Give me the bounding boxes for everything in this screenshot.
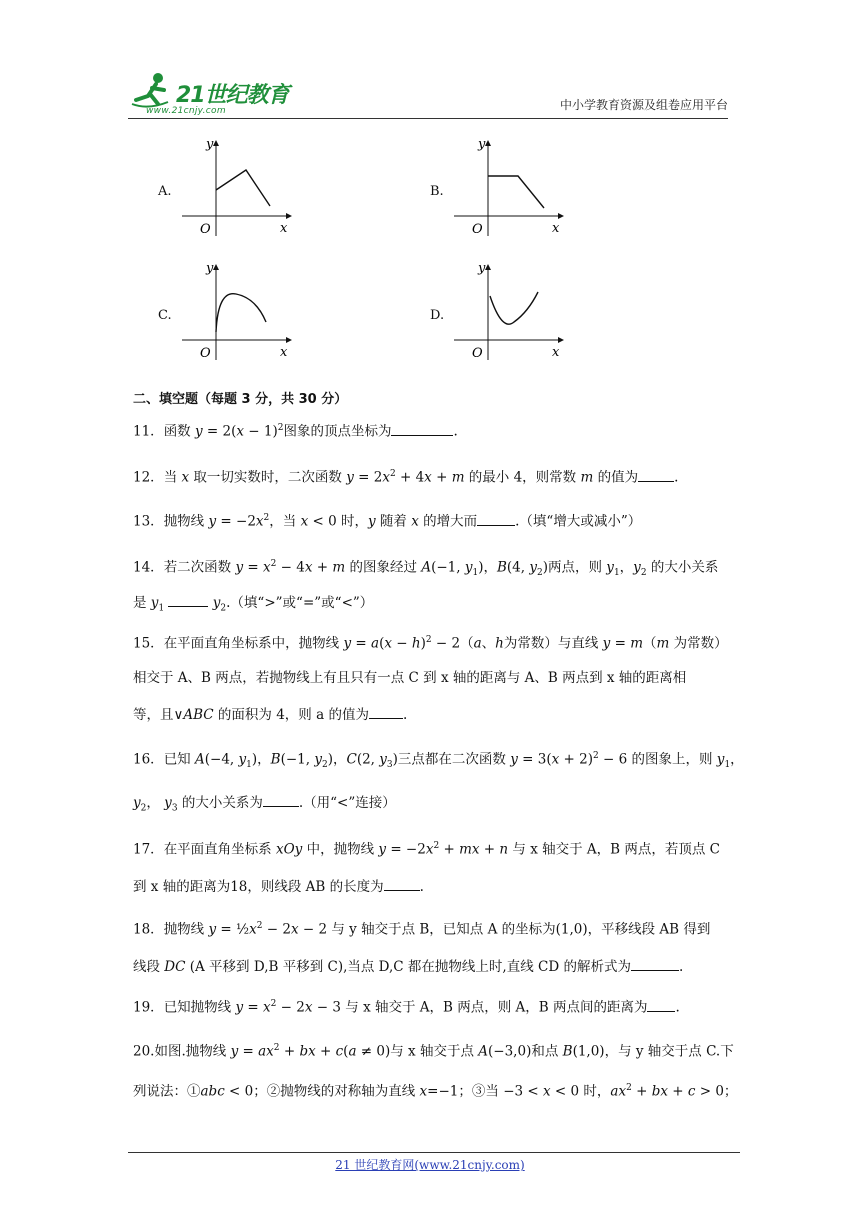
- math-expr: y: [208, 513, 217, 530]
- q-text: 的图象上，则: [627, 751, 717, 768]
- q-text: 为常数）与直线: [503, 635, 603, 652]
- math-expr: y: [343, 635, 352, 652]
- q-text: 的值为: [593, 469, 639, 486]
- origin-label: O: [472, 346, 483, 361]
- q-text: （: [643, 635, 657, 652]
- q-number: 15．: [133, 635, 164, 652]
- q-text: 与 x 轴交于点: [390, 1043, 479, 1060]
- answer-blank[interactable]: [369, 706, 403, 719]
- math-expr: y: [208, 921, 217, 938]
- y-axis-label: y: [206, 261, 214, 276]
- q-text: 与 x 轴交于 A，B 两点，则 A，B 两点间的距离为: [340, 999, 648, 1016]
- site-logo[interactable]: [128, 68, 298, 118]
- q-text: 若二次函数: [163, 559, 236, 576]
- math-expr: y: [378, 841, 387, 858]
- q-number: 18．: [133, 921, 164, 938]
- question-15: 15．在平面直角坐标系中，抛物线 $y = a(x - h)^2 - 2(a$、h为常数）与直线 y = m（m 为常数）: [133, 635, 728, 652]
- q-text: 如图.抛物线: [154, 1043, 231, 1060]
- q-text: 的图象经过: [345, 559, 422, 576]
- q-text: 的增大而: [418, 513, 478, 530]
- logo-url: www.21cnjy.com: [146, 106, 226, 116]
- q-text: .: [453, 423, 458, 440]
- q-text: 三点都在二次函数: [397, 751, 511, 768]
- answer-blank[interactable]: [631, 958, 679, 971]
- question-19: 19．已知抛物线 $y = x^2 - 2x - 3$ 与 x 轴交于 A，B 两点，则 A，B 两点间的距离为 .: [133, 999, 680, 1016]
- q-text: ，: [483, 559, 497, 576]
- question-17-line2: 到 x 轴的距离为18，则线段 AB 的长度为 .: [133, 879, 424, 895]
- q-text: ，当: [269, 513, 301, 530]
- q-text: 等，且: [133, 707, 174, 723]
- q-text: 函数: [163, 423, 195, 440]
- question-11: 11．函数 $y = 2(x - 1)^2$图象的顶点坐标为 .: [133, 423, 458, 440]
- option-a-label: A.: [158, 184, 172, 199]
- math-expr: y: [194, 423, 203, 440]
- q-text: 抛物线: [163, 513, 209, 530]
- q-text: 在平面直角坐标系中，抛物线: [163, 635, 344, 652]
- question-20-line2: 列说法：①abc < 0；②抛物线的对称轴为直线 x=−1；③当 −3 < x < 0 时，$ax^2$ + bx + c > 0；: [133, 1083, 738, 1100]
- y-axis-label: y: [478, 137, 486, 152]
- q-text: 的大小关系: [646, 559, 719, 576]
- q-text: 随着: [375, 513, 412, 530]
- answer-blank[interactable]: [477, 513, 515, 526]
- q-text: 取一切实数时，二次函数: [189, 469, 347, 486]
- option-c-label: C.: [158, 308, 172, 323]
- q-text: 为常数）: [669, 635, 728, 652]
- math-expr: y: [235, 559, 244, 576]
- answer-blank[interactable]: [263, 794, 299, 807]
- q-text: 与 y 轴交于点 B，已知点 A 的坐标为: [327, 921, 556, 938]
- option-b-label: B.: [430, 184, 444, 199]
- origin-label: O: [200, 222, 211, 237]
- option-a-graph: [176, 136, 296, 238]
- question-14-line2: 是 $y_1$ $y_2$.（填“>”或“=”或“<”）: [133, 595, 374, 614]
- q-text: .（用“<”连接）: [298, 795, 396, 811]
- math-expr: y: [235, 999, 244, 1016]
- question-15-line3: 等，且∨ABC 的面积为 4，则 a 的值为 .: [133, 707, 408, 723]
- q-text: 已知抛物线: [163, 999, 236, 1016]
- origin-label: O: [472, 222, 483, 237]
- logo-mark: 21世纪教育: [176, 83, 289, 108]
- question-16-line2: $y_2$， $y_3$ 的大小关系为 .（用“<”连接）: [133, 795, 396, 814]
- q-number: 12．: [133, 469, 164, 486]
- q-text: .: [419, 879, 424, 895]
- question-12: 12．当 x 取一切实数时，二次函数 $y = 2x^2 + 4x + m$ 的最小 4，则常数 m 的值为 .: [133, 469, 679, 486]
- x-axis-label: x: [280, 345, 288, 360]
- q-text: .: [402, 707, 408, 723]
- question-14: 14．若二次函数 $y = x^2 - 4x + m$ 的图象经过 A(−1, $y_1$)，B(4, $y_2$)两点，则 $y_1$，$y_2$ 的大小关系: [133, 559, 719, 579]
- section-title: 二、填空题（每题 3 分，共 30 分）: [133, 392, 348, 407]
- q-text: （: [460, 635, 474, 652]
- math-expr: y: [230, 1043, 239, 1060]
- footer-link[interactable]: 21 世纪教育网(www.21cnjy.com): [335, 1158, 525, 1172]
- q-text: 的面积为 4，则 a 的值为: [213, 707, 369, 723]
- q-text: ，则线段 AB 的长度为: [247, 879, 384, 895]
- q-text: ；②抛物线的对称轴为直线: [253, 1083, 420, 1100]
- q-text: 抛物线: [163, 921, 209, 938]
- option-d-label: D.: [430, 308, 445, 323]
- q-text: 的大小关系为: [177, 795, 263, 811]
- platform-title: 中小学教育资源及组卷应用平台: [559, 98, 728, 112]
- answer-blank[interactable]: [168, 594, 208, 607]
- option-c-graph: [176, 260, 296, 362]
- q-text: .: [674, 469, 679, 486]
- q-text: .: [678, 959, 684, 975]
- q-text: 已知: [163, 751, 195, 768]
- q-number: 13．: [133, 513, 164, 530]
- q-text: 在平面直角坐标系: [163, 841, 276, 858]
- answer-blank[interactable]: [647, 999, 675, 1012]
- q-text: ，: [619, 559, 634, 576]
- q-number: 20.: [133, 1043, 155, 1060]
- y-axis-label: y: [478, 261, 486, 276]
- question-13: 13．抛物线 $y = -2x^2$，当 x < 0 时，y 随着 x 的增大而 .（填“增大或减小”）: [133, 513, 642, 530]
- q-number: 16．: [133, 751, 164, 768]
- q-text: 到 x 轴的距离为: [133, 879, 231, 895]
- option-b-graph: [448, 136, 568, 238]
- q-text: 线段: [133, 959, 165, 975]
- q-text: ，平移线段 AB 得到: [587, 921, 711, 938]
- page-header: [128, 68, 728, 120]
- math-expr: y: [346, 469, 354, 486]
- x-axis-label: x: [280, 221, 288, 236]
- q-text: 时，: [579, 1083, 611, 1100]
- option-d-graph: [448, 260, 568, 362]
- answer-blank[interactable]: [384, 878, 420, 891]
- q-text: 列说法：①: [133, 1083, 201, 1100]
- q-number: 14．: [133, 559, 164, 576]
- x-axis-label: x: [552, 345, 560, 360]
- question-15-line2: 相交于 A、B 两点，若抛物线上有且只有一点 C 到 x 轴的距离与 A、B 两点到 x 轴的距离相: [133, 670, 687, 686]
- q-text: 当: [163, 469, 182, 486]
- q-text: ，与 y 轴交于点 C.下: [604, 1043, 734, 1060]
- q-text: 中，抛物线: [302, 841, 379, 858]
- q-text: .（填“>”或“=”或“<”）: [226, 595, 374, 611]
- q-text: 是: [133, 595, 151, 611]
- answer-blank[interactable]: [638, 469, 674, 482]
- footer-divider: [128, 1152, 740, 1153]
- y-axis-label: y: [206, 137, 214, 152]
- q-text: 的最小 4，则常数: [464, 469, 581, 486]
- runner-icon: [128, 70, 176, 110]
- question-18-line2: 线段 DC (A 平移到 D,B 平移到 C),当点 D,C 都在抛物线上时,直线 CD 的解析式为 .: [133, 959, 684, 975]
- q-number: 19．: [133, 999, 164, 1016]
- q-text: (A 平移到 D,B 平移到 C),当点 D,C 都在抛物线上时,直线 CD 的解析式为: [189, 959, 631, 975]
- origin-label: O: [200, 346, 211, 361]
- q-text: 和点: [531, 1043, 563, 1060]
- q-text: .（填“增大或减小”）: [515, 513, 642, 530]
- q-text: 时，: [336, 513, 368, 530]
- answer-blank[interactable]: [391, 423, 453, 436]
- question-20: 20.如图.抛物线 $y = ax^2$ + bx + c(a ≠ 0)与 x 轴交于点 A(−3,0)和点 B(1,0)，与 y 轴交于点 C.下: [133, 1043, 734, 1060]
- q-number: 17．: [133, 841, 164, 858]
- q-text: .: [675, 999, 680, 1016]
- header-divider: [128, 118, 728, 119]
- q-text: ；③当: [458, 1083, 504, 1100]
- q-text: 图象的顶点坐标为: [283, 423, 392, 440]
- math-expr: y: [510, 751, 518, 768]
- question-17: 17．在平面直角坐标系 xOy 中，抛物线 $y = -2x^2$ + mx + n 与 x 轴交于 A，B 两点，若顶点 C: [133, 841, 720, 858]
- q-text: ；: [723, 1083, 738, 1100]
- q-number: 11．: [133, 423, 164, 440]
- x-axis-label: x: [552, 221, 560, 236]
- q-text: 两点，则: [548, 559, 607, 576]
- question-18: 18．抛物线 $y = \frac{1}{2}x^2 - 2x - 2$ 与 y 轴交于点 B，已知点 A 的坐标为(1,0)，平移线段 AB 得到: [133, 921, 711, 938]
- q-text: 与 x 轴交于 A，B 两点，若顶点 C: [508, 841, 720, 858]
- question-16: 16．已知 A(−4, $y_1$)，B(−1, $y_2$)，C(2, $y_3$)三点都在二次函数 $y = 3(x + 2)^2 - 6$ 的图象上，则 $y_1$，: [133, 751, 744, 771]
